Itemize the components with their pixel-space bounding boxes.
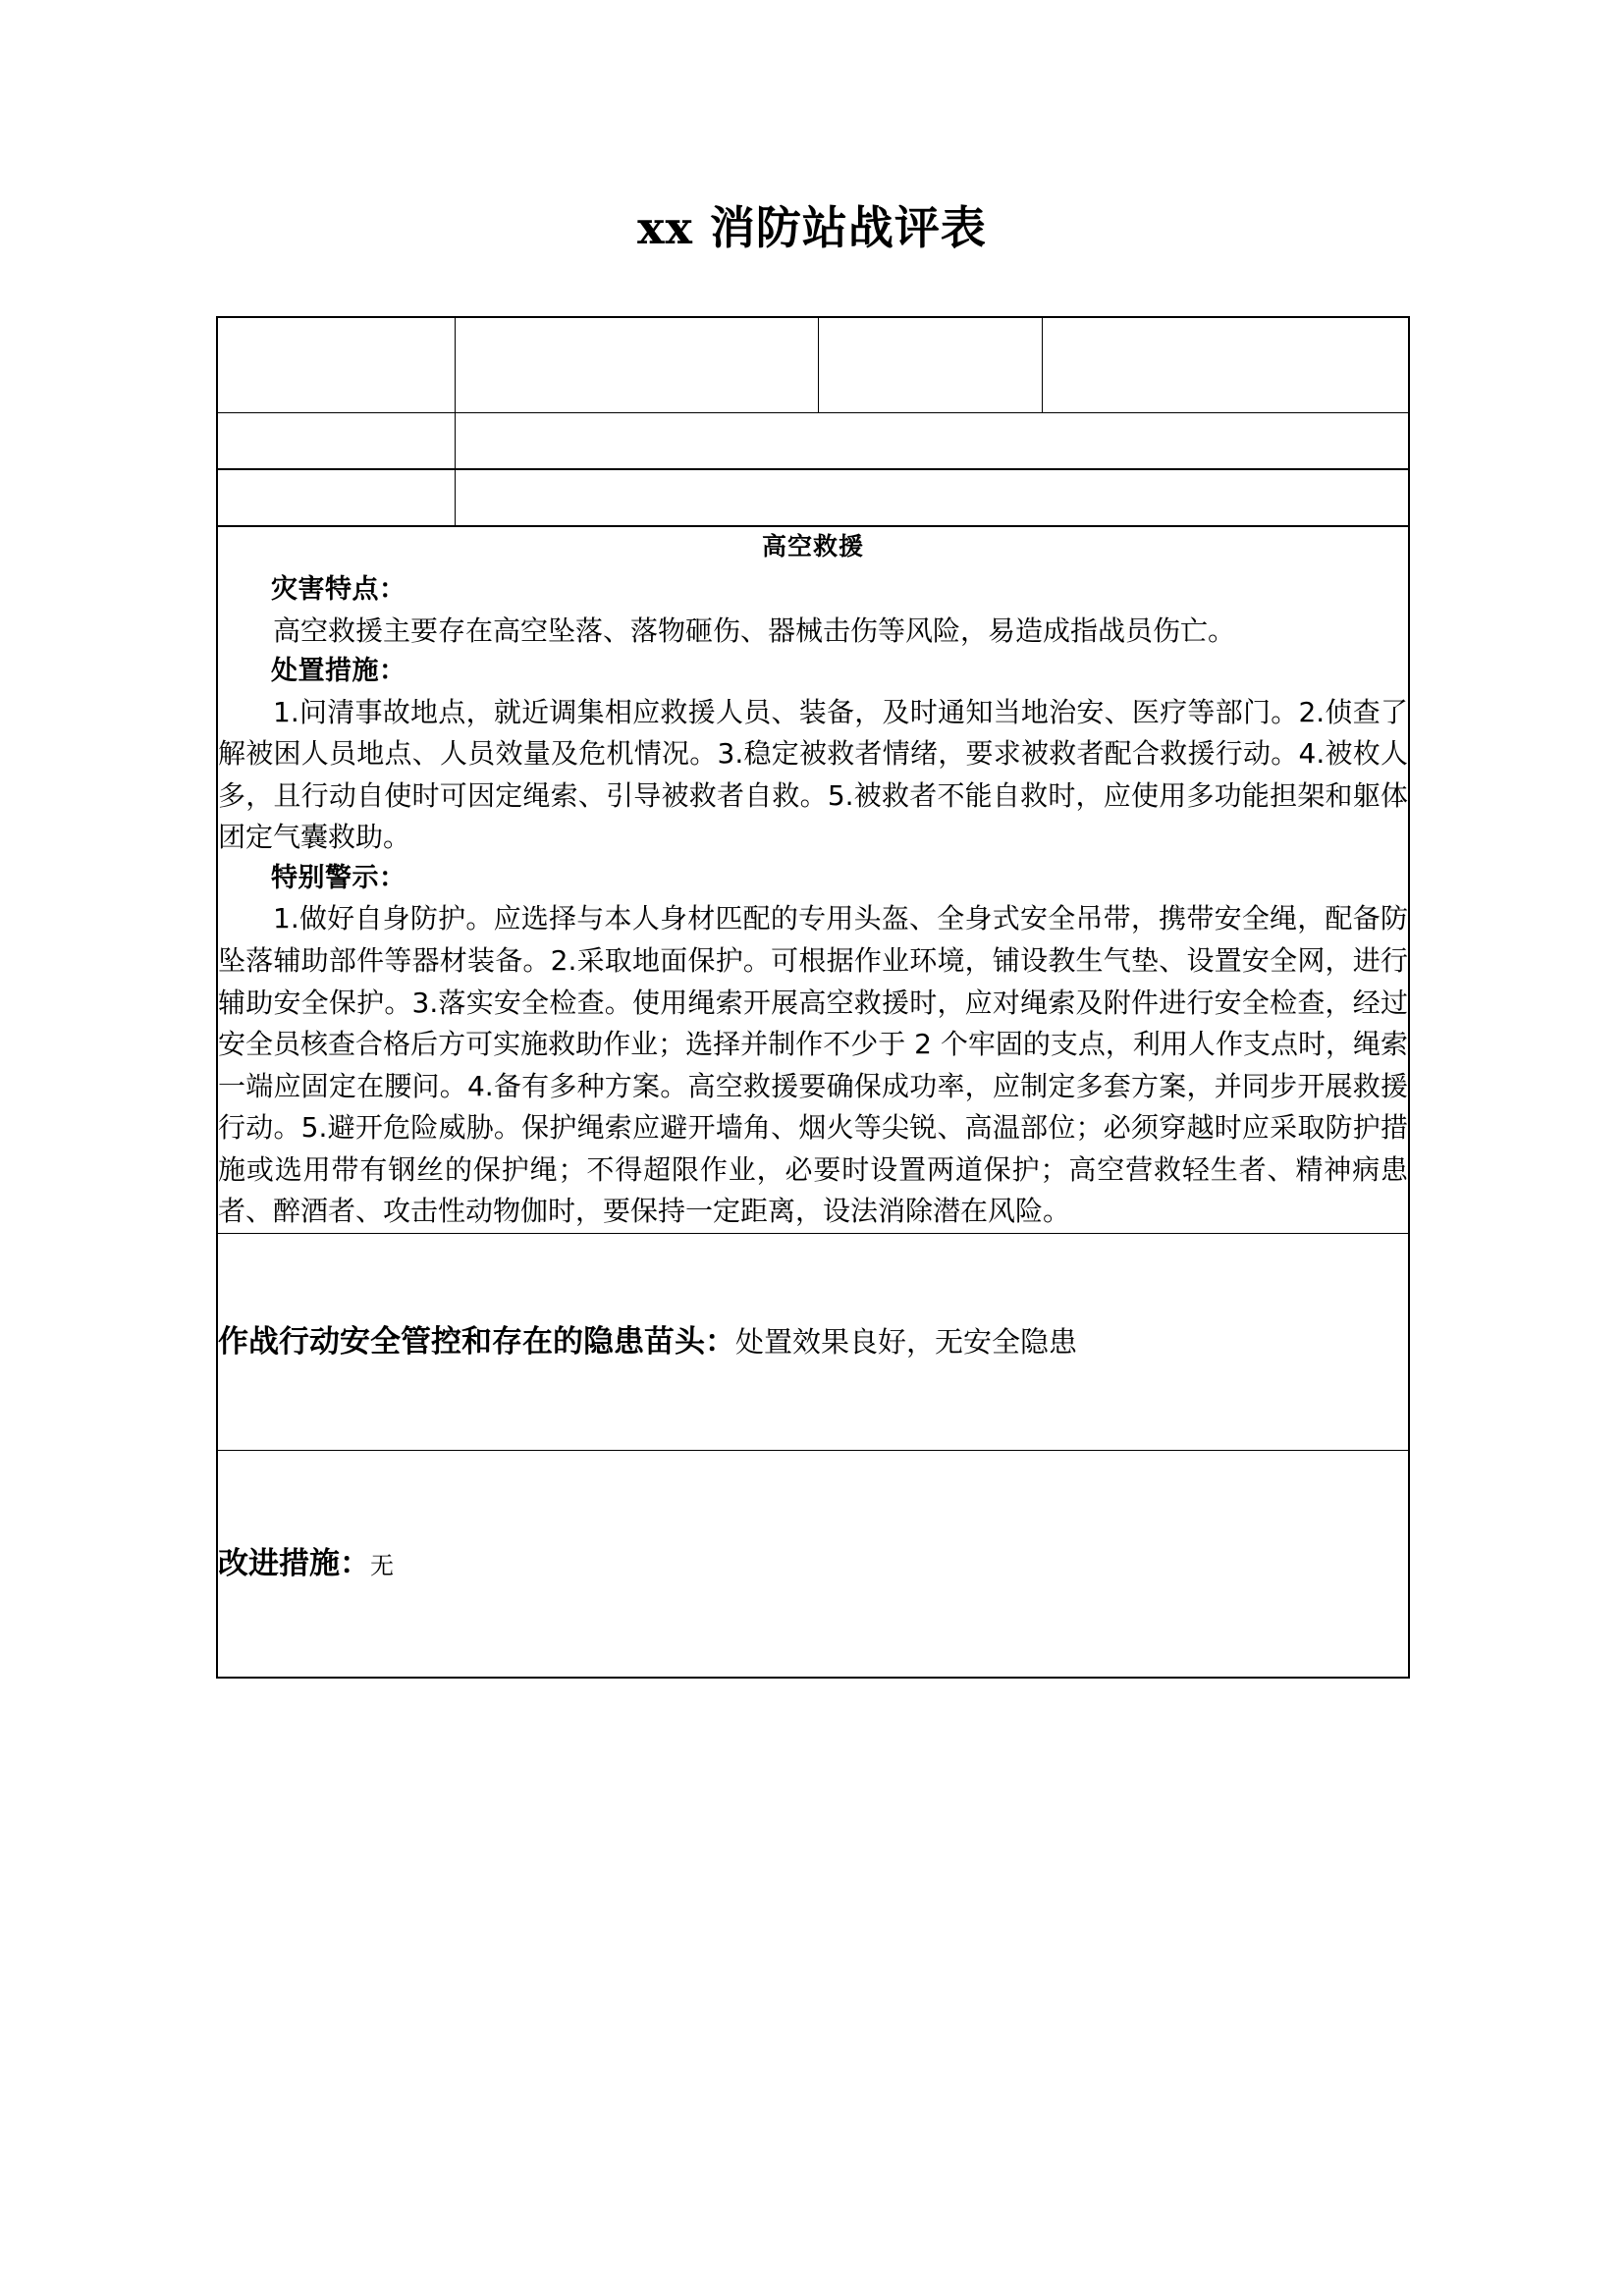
dispatch-time-label	[217, 317, 455, 413]
improvement-measures-label: 改进措施：	[218, 1545, 370, 1581]
table-row	[217, 526, 1409, 1233]
hazard-features-heading: 灾害特点：	[271, 574, 406, 606]
page-title: xx 消防站战评表	[637, 201, 987, 254]
rescue-type-heading: 高空救援	[761, 532, 864, 561]
evaluation-form-table	[216, 316, 1410, 1679]
accident-type-label	[217, 413, 455, 470]
leading-officer-label	[217, 469, 455, 526]
dispatch-time-value[interactable]	[455, 317, 818, 413]
table-row	[217, 413, 1409, 470]
safety-control-cell	[217, 1233, 1409, 1450]
table-row	[217, 1233, 1409, 1450]
improvement-measures-cell	[217, 1450, 1409, 1678]
disposal-measures-heading: 处置措施：	[271, 656, 406, 687]
safety-control-label: 作战行动安全管控和存在的隐患苗头：	[218, 1323, 735, 1360]
dispatch-location-label	[818, 317, 1042, 413]
dispatch-location-value[interactable]	[1042, 317, 1409, 413]
accident-type-value[interactable]	[455, 413, 1409, 470]
hazard-features-text: 高空救援主要存在高空坠落、落物砸伤、器械击伤等风险，易造成指战员伤亡。	[273, 614, 1236, 647]
table-row	[217, 469, 1409, 526]
leading-officer-value[interactable]	[455, 469, 1409, 526]
table-row	[217, 1450, 1409, 1678]
special-warnings-heading: 特别警示：	[271, 862, 406, 893]
special-warnings-text: 1.做好自身防护。应选择与本人身材匹配的专用头盔、全身式安全吊带，携带安全绳，配备防坠落辅助部件等器材装备。2.采取地面保护。可根据作业环境，铺设教生气垫、设置安全网，进行辅助安全保护。3.落实安全检查。使用绳索开展高空救援时，应对绳索及附件进行安全检查，经过安全员核查合格后方可实施救助作业；选择并制作不少于 2 个牢固的支点，利用人作支点时，绳索一端应固定在腰问。4.备有多种方案。高空救援要确保成功率，应制定多套方案，并同步开展救援行动。5.避开危险威胁。保护绳索应避开墙角、烟火等尖锐、高温部位；必须穿越时应采取防护措施或选用带有钢丝的保护绳；不得超限作业，必要时设置两道保护；高空营救轻生者、精神病患者、醉酒者、攻击性动物伽时，要保持一定距离，设法消除潜在风险。	[218, 902, 1408, 1228]
table-row	[217, 317, 1409, 413]
safety-control-value[interactable]: 处置效果良好，无安全隐患	[735, 1324, 1078, 1359]
rescue-content-cell	[217, 526, 1409, 1233]
disposal-measures-text: 1.问清事故地点，就近调集相应救援人员、装备，及时通知当地治安、医疗等部门。2.侦查了解被困人员地点、人员效量及危机情况。3.稳定被救者情绪，要求被救者配合救援行动。4.被枚人多，且行动自使时可因定绳索、引导被救者自救。5.被救者不能自救时，应使用多功能担架和躯体团定气囊救助。	[218, 695, 1408, 854]
improvement-measures-value[interactable]: 无	[370, 1551, 394, 1579]
